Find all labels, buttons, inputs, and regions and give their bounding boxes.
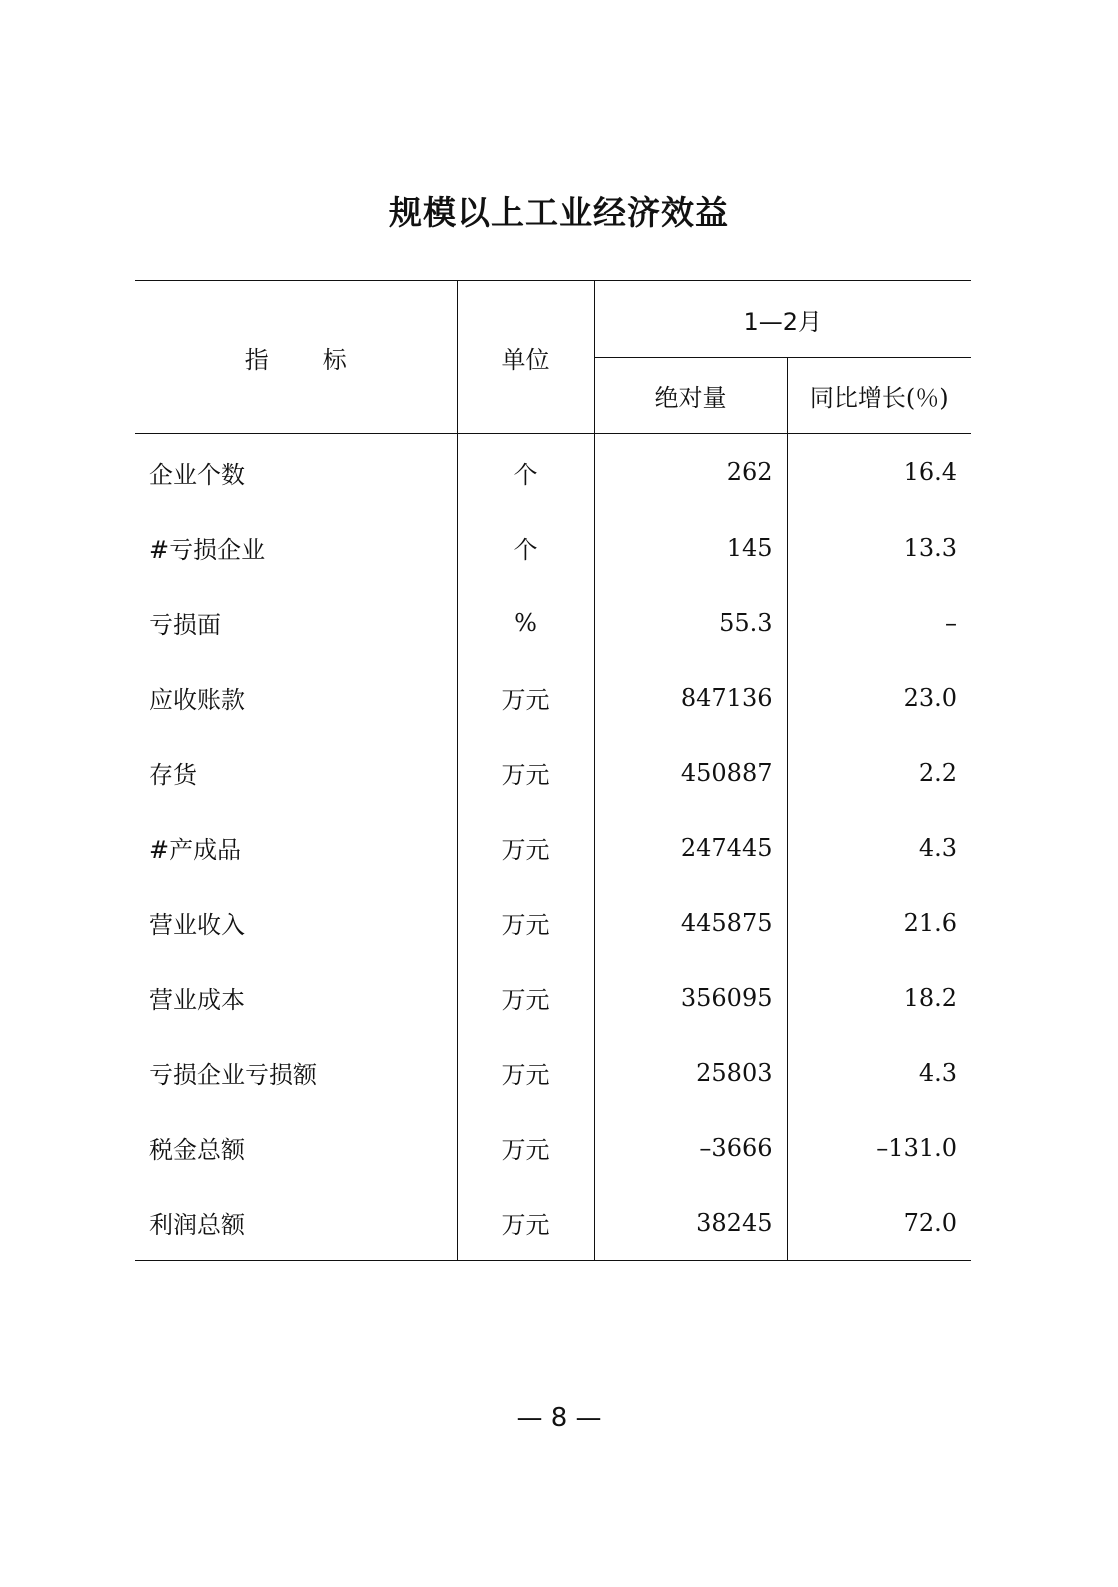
row-growth: –: [945, 608, 958, 637]
row-value: 847136: [594, 660, 787, 735]
row-value: 247445: [594, 810, 787, 885]
row-unit: 个: [457, 510, 594, 585]
row-name: 应收账款: [135, 660, 457, 735]
page-title: 规模以上工业经济效益: [389, 193, 729, 232]
row-name: 企业个数: [135, 434, 457, 511]
header-indicator: 指标: [135, 281, 457, 434]
header-absolute: 绝对量: [594, 358, 787, 434]
table-row: [135, 510, 971, 585]
row-name: 税金总额: [135, 1110, 457, 1185]
economic-benefits-table: [135, 280, 971, 1261]
table-row: [135, 434, 971, 511]
row-unit: %: [457, 585, 594, 660]
row-value: 145: [594, 510, 787, 585]
table-row: [135, 1110, 971, 1185]
row-growth: 4.3: [918, 1058, 958, 1087]
table-row: [135, 585, 971, 660]
row-unit: 万元: [457, 1185, 594, 1261]
row-value: 55.3: [594, 585, 787, 660]
table-row: [135, 810, 971, 885]
row-unit: 万元: [457, 1035, 594, 1110]
table-row: [135, 735, 971, 810]
row-unit: 万元: [457, 960, 594, 1035]
row-growth: 21.6: [903, 908, 958, 937]
row-name: 亏损面: [135, 585, 457, 660]
row-growth: 23.0: [903, 683, 958, 712]
row-name: 亏损企业亏损额: [135, 1035, 457, 1110]
table-row: [135, 885, 971, 960]
row-growth: 13.3: [903, 533, 958, 562]
row-value: 25803: [594, 1035, 787, 1110]
page-number: — 8 —: [516, 1403, 602, 1433]
row-unit: 万元: [457, 735, 594, 810]
row-unit: 万元: [457, 660, 594, 735]
row-name: #亏损企业: [135, 510, 457, 585]
row-unit: 个: [457, 434, 594, 511]
row-value: 262: [594, 434, 787, 511]
row-unit: 万元: [457, 810, 594, 885]
header-yoy-growth: 同比增长(％): [787, 358, 971, 434]
header-unit: 单位: [457, 281, 594, 434]
row-unit: 万元: [457, 1110, 594, 1185]
header-period: 1—2月: [594, 281, 971, 358]
row-name: 利润总额: [135, 1185, 457, 1261]
row-value: 356095: [594, 960, 787, 1035]
table-row: [135, 1185, 971, 1261]
row-value: 38245: [594, 1185, 787, 1261]
row-growth: –131.0: [876, 1133, 958, 1162]
row-name: 存货: [135, 735, 457, 810]
row-value: –3666: [594, 1110, 787, 1185]
row-name: 营业成本: [135, 960, 457, 1035]
row-growth: 2.2: [918, 758, 958, 787]
row-growth: 16.4: [903, 458, 958, 486]
table-row: [135, 660, 971, 735]
row-value: 445875: [594, 885, 787, 960]
row-growth: 72.0: [787, 1185, 971, 1261]
table-row: [135, 960, 971, 1035]
table-row: [135, 1035, 971, 1110]
row-unit: 万元: [457, 885, 594, 960]
row-growth: 4.3: [918, 833, 958, 862]
row-name: 营业收入: [135, 885, 457, 960]
row-value: 450887: [594, 735, 787, 810]
row-growth: 18.2: [903, 983, 958, 1012]
row-name: #产成品: [135, 810, 457, 885]
